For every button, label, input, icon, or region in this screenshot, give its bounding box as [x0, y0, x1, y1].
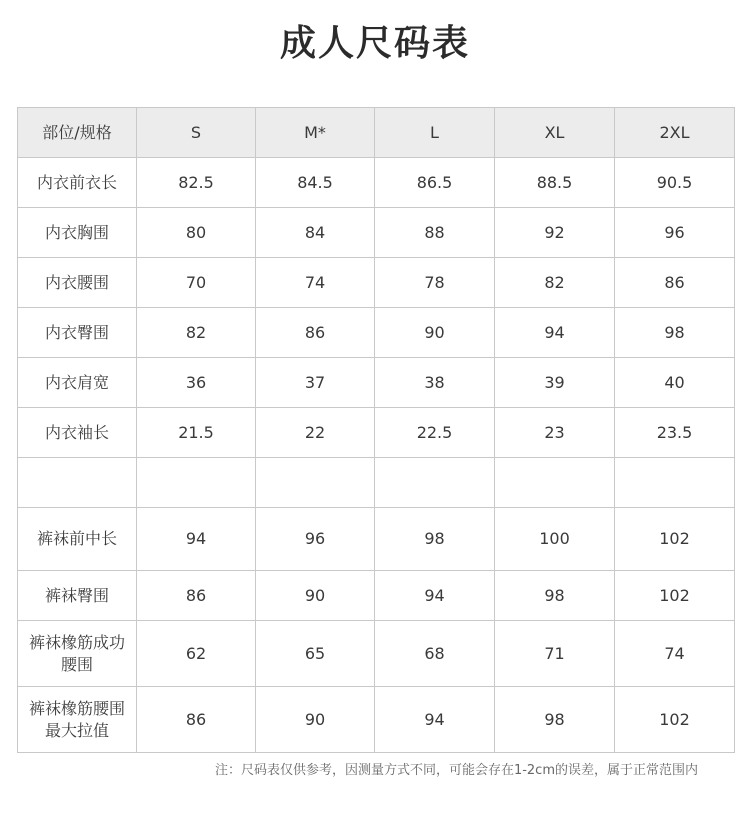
table-cell: 86 — [137, 687, 256, 753]
table-row — [18, 358, 735, 408]
table-cell: 40 — [615, 358, 735, 408]
table-cell: 96 — [256, 508, 375, 571]
table-cell: 21.5 — [137, 408, 256, 458]
table-cell: 84 — [256, 208, 375, 258]
table-cell: 98 — [495, 571, 615, 621]
table-cell: 94 — [137, 508, 256, 571]
table-cell: 94 — [375, 571, 495, 621]
table-cell: 86 — [615, 258, 735, 308]
table-cell: 98 — [375, 508, 495, 571]
table-cell: 94 — [375, 687, 495, 753]
table-cell: 94 — [495, 308, 615, 358]
table-cell: 98 — [495, 687, 615, 753]
table-cell: 74 — [615, 621, 735, 687]
table-cell: 78 — [375, 258, 495, 308]
table-row — [18, 258, 735, 308]
table-row — [18, 687, 735, 753]
row-label: 裤袜前中长 — [18, 508, 137, 571]
table-row-spacer — [18, 458, 735, 508]
table-cell: 22 — [256, 408, 375, 458]
table-row — [18, 158, 735, 208]
table-cell: 22.5 — [375, 408, 495, 458]
table-cell: 82 — [495, 258, 615, 308]
row-label — [18, 458, 137, 508]
table-cell — [615, 458, 735, 508]
table-cell: 23.5 — [615, 408, 735, 458]
header-cell-size-m: M* — [256, 108, 375, 158]
table-cell: 88.5 — [495, 158, 615, 208]
table-cell — [256, 458, 375, 508]
table-cell: 38 — [375, 358, 495, 408]
table-cell: 102 — [615, 687, 735, 753]
table-row — [18, 408, 735, 458]
table-cell — [137, 458, 256, 508]
header-cell-size-l: L — [375, 108, 495, 158]
table-cell: 90.5 — [615, 158, 735, 208]
row-label: 内衣袖长 — [18, 408, 137, 458]
table-cell: 98 — [615, 308, 735, 358]
table-cell: 82 — [137, 308, 256, 358]
table-cell: 37 — [256, 358, 375, 408]
table-row — [18, 621, 735, 687]
table-cell: 86 — [256, 308, 375, 358]
table-cell — [375, 458, 495, 508]
table-cell: 84.5 — [256, 158, 375, 208]
row-label: 裤袜橡筋成功腰围 — [18, 621, 137, 687]
row-label: 内衣前衣长 — [18, 158, 137, 208]
table-cell: 39 — [495, 358, 615, 408]
table-row — [18, 508, 735, 571]
table-cell: 74 — [256, 258, 375, 308]
row-label: 内衣臀围 — [18, 308, 137, 358]
table-cell: 102 — [615, 571, 735, 621]
table-cell: 62 — [137, 621, 256, 687]
table-cell: 86.5 — [375, 158, 495, 208]
table-cell: 100 — [495, 508, 615, 571]
row-label: 裤袜橡筋腰围最大拉值 — [18, 687, 137, 753]
row-label: 裤袜臀围 — [18, 571, 137, 621]
table-cell: 92 — [495, 208, 615, 258]
table-cell: 80 — [137, 208, 256, 258]
header-cell-size-2xl: 2XL — [615, 108, 735, 158]
table-cell: 65 — [256, 621, 375, 687]
table-cell: 68 — [375, 621, 495, 687]
row-label: 内衣腰围 — [18, 258, 137, 308]
table-cell: 71 — [495, 621, 615, 687]
table-cell: 96 — [615, 208, 735, 258]
table-cell: 90 — [256, 687, 375, 753]
table-cell: 86 — [137, 571, 256, 621]
row-label: 内衣肩宽 — [18, 358, 137, 408]
table-cell: 82.5 — [137, 158, 256, 208]
table-cell: 90 — [375, 308, 495, 358]
header-cell-size-s: S — [137, 108, 256, 158]
table-row — [18, 571, 735, 621]
table-cell — [495, 458, 615, 508]
page-title: 成人尺码表 — [279, 22, 470, 64]
table-cell: 36 — [137, 358, 256, 408]
table-cell: 102 — [615, 508, 735, 571]
footnote: 注：尺码表仅供参考，因测量方式不同，可能会存在1-2cm的误差，属于正常范围内 — [214, 763, 698, 778]
table-cell: 23 — [495, 408, 615, 458]
table-row — [18, 208, 735, 258]
table-cell: 90 — [256, 571, 375, 621]
table-row — [18, 308, 735, 358]
table-cell: 88 — [375, 208, 495, 258]
row-label: 内衣胸围 — [18, 208, 137, 258]
header-cell-part: 部位/规格 — [18, 108, 137, 158]
table-header-row — [18, 108, 735, 158]
header-cell-size-xl: XL — [495, 108, 615, 158]
table-cell: 70 — [137, 258, 256, 308]
size-chart-table — [17, 107, 735, 753]
